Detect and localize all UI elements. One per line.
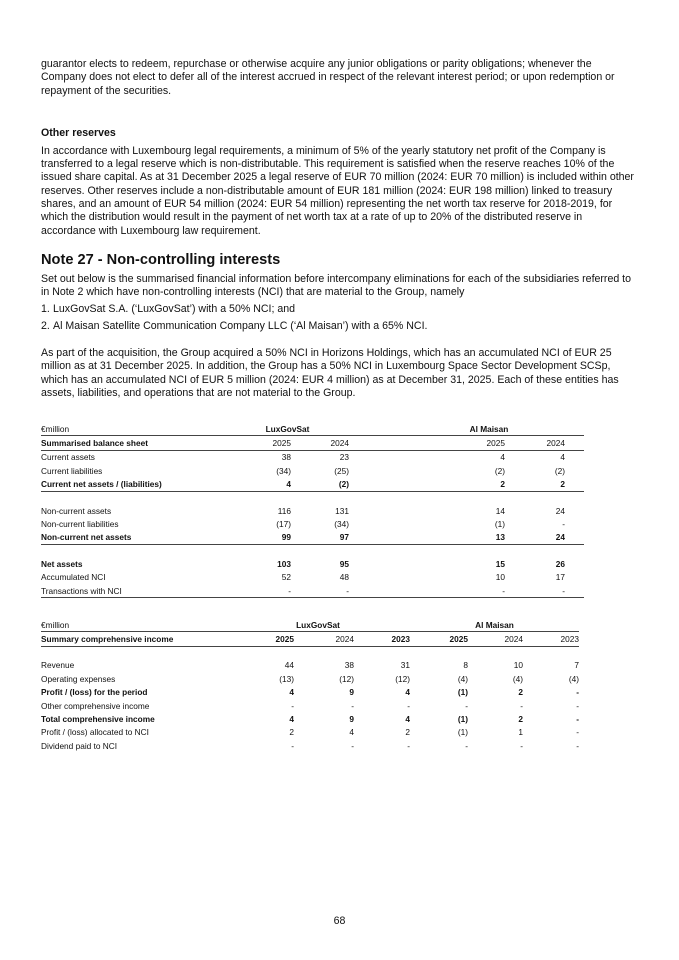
value-cell: -	[346, 585, 349, 596]
value-cell: -	[351, 700, 354, 711]
value-cell: -	[562, 585, 565, 596]
table-title-row	[41, 436, 584, 450]
table-row	[41, 464, 584, 477]
year-header: 2024	[330, 438, 349, 449]
table-title: Summarised balance sheet	[41, 438, 148, 449]
row-label: Current liabilities	[41, 465, 103, 476]
value-cell: 10	[513, 660, 523, 671]
group-header-luxgovsat: LuxGovSat	[296, 619, 340, 630]
row-label: Accumulated NCI	[41, 572, 106, 583]
table-row	[41, 659, 579, 672]
note-27-heading: Note 27 - Non-controlling interests	[41, 251, 281, 268]
value-cell: -	[502, 585, 505, 596]
value-cell: 4	[289, 714, 294, 725]
value-cell: 14	[495, 505, 505, 516]
value-cell: 9	[349, 687, 354, 698]
value-cell: 4	[286, 479, 291, 490]
table-row	[41, 557, 584, 570]
row-label: Other comprehensive income	[41, 700, 150, 711]
value-cell: 52	[281, 572, 291, 583]
value-cell: 13	[495, 532, 505, 543]
table-row	[41, 571, 584, 584]
table-header-row	[41, 618, 579, 632]
value-cell: -	[465, 740, 468, 751]
value-cell: (4)	[457, 673, 468, 684]
year-header: 2024	[504, 634, 523, 645]
value-cell: 4	[500, 452, 505, 463]
value-cell: 2	[560, 479, 565, 490]
value-cell: 31	[400, 660, 410, 671]
table-row	[41, 531, 584, 545]
value-cell: 99	[281, 532, 291, 543]
value-cell: (12)	[395, 673, 410, 684]
table-row	[41, 726, 579, 739]
value-cell: -	[576, 687, 579, 698]
group-header-al-maisan: Al Maisan	[469, 423, 509, 434]
value-cell: -	[288, 585, 291, 596]
year-header: 2024	[335, 634, 354, 645]
value-cell: (1)	[457, 714, 468, 725]
value-cell: 8	[463, 660, 468, 671]
value-cell: -	[351, 740, 354, 751]
year-header: 2025	[275, 634, 294, 645]
value-cell: 9	[349, 714, 354, 725]
value-cell: (1)	[457, 687, 468, 698]
list-item: 2. Al Maisan Satellite Communication Company LLC (‘Al Maisan’) with a 65% NCI.	[41, 319, 428, 332]
value-cell: -	[465, 700, 468, 711]
value-cell: (34)	[276, 465, 291, 476]
year-header: 2023	[560, 634, 579, 645]
value-cell: 2	[289, 727, 294, 738]
row-label: Non-current liabilities	[41, 519, 119, 530]
year-header: 2025	[449, 634, 468, 645]
row-label: Total comprehensive income	[41, 714, 155, 725]
value-cell: 4	[560, 452, 565, 463]
row-label: Operating expenses	[41, 673, 116, 684]
comprehensive-income-table	[41, 618, 579, 753]
row-label: Net assets	[41, 558, 83, 569]
value-cell: (2)	[494, 465, 505, 476]
row-label: Profit / (loss) for the period	[41, 687, 148, 698]
value-cell: (1)	[494, 519, 505, 530]
value-cell: 95	[339, 558, 349, 569]
value-cell: 26	[555, 558, 565, 569]
spacer-row	[41, 646, 579, 659]
row-label: Profit / (loss) allocated to NCI	[41, 727, 149, 738]
value-cell: (34)	[334, 519, 349, 530]
value-cell: -	[576, 714, 579, 725]
table-title-row	[41, 632, 579, 646]
value-cell: -	[291, 700, 294, 711]
group-header-al-maisan: Al Maisan	[475, 619, 514, 630]
value-cell: -	[520, 700, 523, 711]
value-cell: (4)	[568, 673, 579, 684]
value-cell: 44	[284, 660, 294, 671]
row-label: Revenue	[41, 660, 75, 671]
other-reserves-paragraph: In accordance with Luxembourg legal requirements, a minimum of 5% of the yearly statutory net profit of the Company is transferred to a legal reserve which is non-distributable. This requirement is satisfied when the reserve reaches 10% of the issued share capital. As at 31 December 2025 a legal reserve of EUR 70 million (2024: EUR 70 million) is included within other reserves. Other reserves include a non-distributable amount of EUR 181 million (2024: EUR 198 million) linked to treasury shares, and an amount of EUR 54 million (2024: EUR 54 million) representing the net worth tax reserve for 2018-2019, for which the distribution would result in the payment of net worth tax at a rate of up to 20% of the distributed reserve in accordance with Luxembourg law requirement.	[41, 144, 634, 237]
value-cell: -	[407, 740, 410, 751]
row-label: Transactions with NCI	[41, 585, 122, 596]
other-reserves-heading: Other reserves	[41, 126, 116, 139]
value-cell: -	[407, 700, 410, 711]
value-cell: 2	[405, 727, 410, 738]
unit-label: €million	[41, 423, 70, 434]
table-row	[41, 739, 579, 752]
note-27-intro: Set out below is the summarised financial information before intercompany eliminations for each of the subsidiaries referred to in Note 2 which have non-controlling interests (NCI) that are material to the Group, namely	[41, 272, 632, 299]
table-row	[41, 517, 584, 530]
value-cell: (17)	[276, 519, 291, 530]
value-cell: 103	[277, 558, 291, 569]
page-number: 68	[333, 915, 346, 927]
value-cell: -	[576, 727, 579, 738]
value-cell: 24	[555, 532, 565, 543]
value-cell: 2	[518, 714, 523, 725]
value-cell: 2	[518, 687, 523, 698]
continued-paragraph: guarantor elects to redeem, repurchase or otherwise acquire any junior obligations or parity obligations; whenever the Company does not elect to defer all of the interest accrued in respect of the relevant interest period; or upon redemption or repayment of the securities.	[41, 58, 615, 97]
year-header: 2025	[272, 438, 291, 449]
acquisition-paragraph: As part of the acquisition, the Group acquired a 50% NCI in Horizons Holdings, which has an accumulated NCI of EUR 25 million as at 31 December 2025. In addition, the Group has a 50% NCI in Luxembourg Space Sector Development SCSp, which has an accumulated NCI of EUR 5 million (2024: EUR 4 million) as at December 31, 2025. Each of these entities has assets, liabilities, and operations that are not material to the Group.	[41, 347, 619, 400]
table-row	[41, 478, 584, 492]
value-cell: 38	[344, 660, 354, 671]
value-cell: (1)	[457, 727, 468, 738]
value-cell: (25)	[334, 465, 349, 476]
table-row	[41, 504, 584, 517]
value-cell: 24	[555, 505, 565, 516]
row-label: Non-current assets	[41, 505, 112, 516]
value-cell: (2)	[338, 479, 349, 490]
spacer-row	[41, 491, 584, 504]
row-label: Non-current net assets	[41, 532, 132, 543]
value-cell: 48	[339, 572, 349, 583]
value-cell: 15	[495, 558, 505, 569]
balance-sheet-table	[41, 422, 584, 598]
value-cell: 4	[405, 714, 410, 725]
row-label: Current net assets / (liabilities)	[41, 479, 162, 490]
value-cell: (13)	[279, 673, 294, 684]
value-cell: 1	[518, 727, 523, 738]
value-cell: 7	[574, 660, 579, 671]
value-cell: 4	[405, 687, 410, 698]
table-row	[41, 584, 584, 598]
row-label: Dividend paid to NCI	[41, 740, 118, 751]
value-cell: -	[576, 740, 579, 751]
year-header: 2023	[391, 634, 410, 645]
table-row	[41, 450, 584, 464]
value-cell: 116	[277, 505, 291, 516]
page-body	[41, 58, 638, 400]
value-cell: -	[291, 740, 294, 751]
value-cell: 131	[335, 505, 349, 516]
table-title: Summary comprehensive income	[41, 634, 174, 645]
table-row	[41, 672, 579, 685]
year-header: 2025	[486, 438, 505, 449]
subsidiary-list	[41, 303, 638, 334]
value-cell: -	[562, 519, 565, 530]
value-cell: 38	[281, 452, 291, 463]
table-row	[41, 699, 579, 712]
table-row	[41, 686, 579, 699]
value-cell: (12)	[339, 673, 354, 684]
unit-label: €million	[41, 619, 70, 630]
value-cell: 2	[500, 479, 505, 490]
group-header-luxgovsat: LuxGovSat	[265, 423, 310, 434]
value-cell: 23	[339, 452, 349, 463]
list-item: 1. LuxGovSat S.A. (‘LuxGovSat’) with a 50% NCI; and	[41, 302, 296, 315]
spacer-row	[41, 545, 584, 558]
value-cell: 4	[349, 727, 354, 738]
table-header-row	[41, 422, 584, 436]
row-label: Current assets	[41, 452, 95, 463]
value-cell: 17	[555, 572, 565, 583]
value-cell: 10	[495, 572, 505, 583]
value-cell: -	[576, 700, 579, 711]
value-cell: (4)	[512, 673, 523, 684]
year-header: 2024	[546, 438, 565, 449]
value-cell: -	[520, 740, 523, 751]
value-cell: 4	[289, 687, 294, 698]
value-cell: (2)	[554, 465, 565, 476]
value-cell: 97	[339, 532, 349, 543]
table-row	[41, 712, 579, 725]
